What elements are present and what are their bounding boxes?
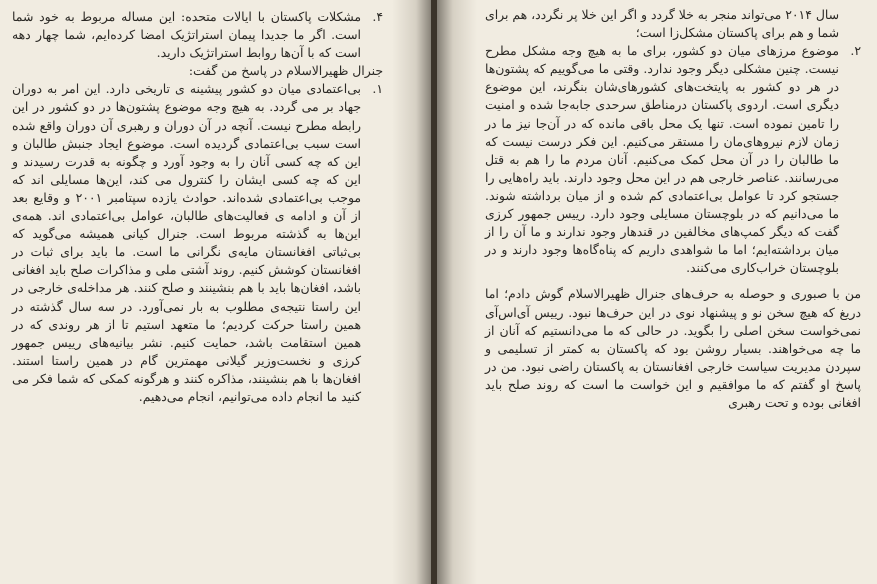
item-number: ۴. bbox=[372, 9, 383, 24]
closing-paragraph: من با صبوری و حوصله به حرف‌های جنرال ظهیرالاسلام گوش دادم؛ اما دریغ که هیچ سخن نو و پیشنهاد نوی در این حرف‌ها نبود. رییس آی‌اس‌آی نمی‌خواست سخن اصلی را بگوید. در حالی که ما می‌دانستیم که آنان از ما چه می‌خواهند. بسیار روشن بود که پاکستان به کمتر از تسلیمی و سپردن مدیریت سیاست خارجی افغانستان به پاکستان راضی نبود. من در پاسخ او گفتم که ما موافقیم و این خواست ما است که روند صلح باید افغانی بوده و تحت رهبری bbox=[485, 286, 861, 410]
item-number: ۲. bbox=[850, 43, 861, 59]
numbered-item-2 bbox=[485, 42, 861, 277]
numbered-item-4 bbox=[12, 8, 383, 62]
item-text: مشکلات پاکستان با ایالات متحده: این مساله مربوط به خود شما است. اگر ما جدیدا پیمان استراتژیک امضا کرده‌ایم، شما چهار دهه است که با آن‌ها روابط استراتژیک دارید. bbox=[12, 9, 361, 61]
item-text: بی‌اعتمادی میان دو کشور پیشینه ی تاریخی دارد. این امر به دوران جهاد بر می گردد. به هیچ وجه موضوع پشتون‌ها در دو کشور در این رابطه مطرح نیست. آنچه در آن دوران و رهبری آن دوران واقع شده است سبب بی‌اعتمادی گردیده است. موضوع ایجاد جنبش طالبان و این که چه کسی آنان را به وجود آورد و چگونه به قدرت رسیدند و این که چه کسی ایشان را کنترول می کند، این‌ها مسایلی اند که موجب بی‌اعتمادی شده‌اند. حوادث یازده سپتامبر ۲۰۰۱ و وقایع بعد از آن و ادامه ی فعالیت‌های طالبان، عوامل بی‌اعتمادی اند. همه‌ی این‌ها به گذشته مربوط است. جنرال کیانی همیشه می‌گوید که بی‌ثباتی افغانستان مایه‌ی نگرانی ما است. ما باید برای ثبات در افغانستان کوشش کنیم. روند آشتی ملی و مذاکرات صلح باید افغانی باشد، افغان‌ها باید با هم بنشینند و صلح کنند. هر مداخله‌ی خارجی در این راستا نتیجه‌ی مطلوب به بار نمی‌آورد. در سه سال گذشته در همین راستا حرکت کردیم؛ ما متعهد استیم تا از هر روندی که در همین استقامت باشد، حمایت کنیم. نشر بیانیه‌های رییس جمهور کرزی و نخست‌وزیر گیلانی مهمترین گام در همین راستا استند. افغان‌ها با هم بنشینند، مذاکره کنند و هرگونه کمکی که شما فکر می کنید ما انجام داده می‌توانیم، انجام می‌دهیم. bbox=[12, 81, 361, 404]
item-text: موضوع مرزهای میان دو کشور، برای ما به هیچ وجه مشکل مطرح نیست. چنین مشکلی دیگر وجود ندارد. وقتی ما می‌گوییم که پشتون‌ها در هر دو کشور به پایتخت‌های کشورهای‌شان بنگرند، این موضوع دیگری است. اردوی پاکستان درمناطق سرحدی جابه‌جا شده و امنیت را تامین نموده است. تنها یک محل باقی مانده که در آن‌جا نیز ما در زمان لازم نیروهای‌مان را مستقر می‌کنیم. این فکر درست نیست که ما طالبان را در آن محل کمک می‌کنیم. آنان مردم ما را هم به قتل می‌رسانند. عناصر خارجی هم در این محل وجود دارند. باید راه‌هایی را جستجو کرد تا عوامل بی‌اعتمادی کم شده و از میان برداشته شوند. ما می‌دانیم که در بلوچستان مسایلی وجود دارد. رییس جمهور کرزی گفت که دیگر کمپ‌های مخالفین در قندهار وجود ندارند و ما آن را از میان برداشته‌ایم؛ اما ما شواهدی داریم که پناه‌گاه‌ها وجود دارند و در بلوچستان خراب‌کاری می‌کنند. bbox=[485, 43, 839, 276]
spine-shadow-right bbox=[437, 0, 477, 584]
intro-line: جنرال ظهیرالاسلام در پاسخ من گفت: bbox=[188, 63, 383, 79]
numbered-item-1 bbox=[12, 80, 383, 406]
item-number: ۱. bbox=[372, 81, 383, 97]
left-page bbox=[0, 0, 431, 584]
continuation-text: سال ۲۰۱۴ می‌تواند منجر به خلا گردد و اگر این خلا پر نگردد، هم برای شما و هم برای پاکستان مشکل‌زا است؛ bbox=[485, 7, 839, 41]
spine-shadow-left bbox=[392, 0, 432, 584]
right-page bbox=[437, 0, 877, 584]
